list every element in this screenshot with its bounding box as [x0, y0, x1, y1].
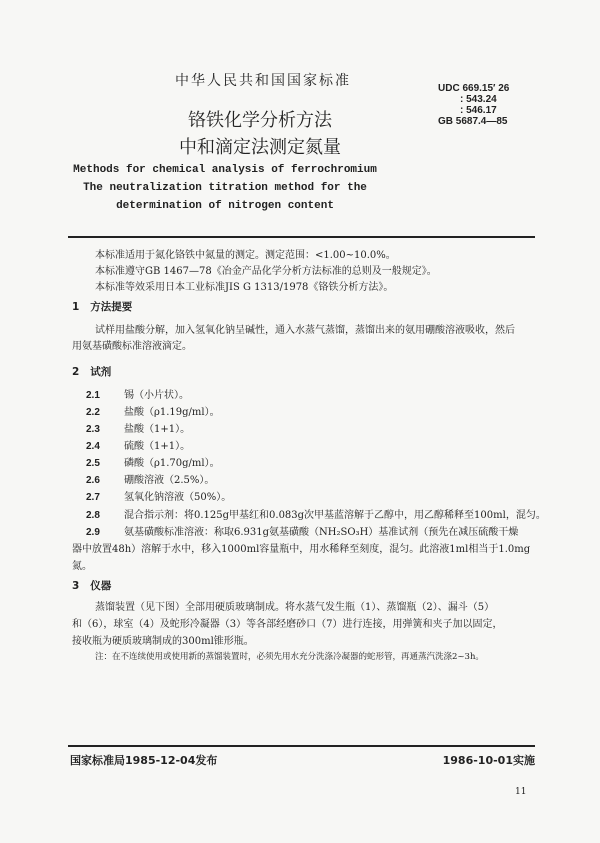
title-en-line: Methods for chemical analysis of ferrochromium	[73, 164, 377, 176]
title-zh-line2: 中和滴定法测定氮量	[179, 137, 341, 158]
reagent-text: 锡（小片状）。	[124, 390, 189, 401]
reagent-text: 氢氧化钠溶液（50%）。	[124, 492, 232, 503]
reagent-number: 2.6	[86, 475, 100, 486]
section-3-note: 注：在不连续使用或使用新的蒸馏装置时，必须先用水充分洗涤冷凝器的蛇形管，再通蒸汽洗涤2~3h。	[95, 652, 484, 662]
reagent-item	[86, 454, 220, 469]
reagent-number: 2.9	[86, 527, 100, 538]
reagent-item	[86, 471, 214, 486]
section-1-text: 用氨基磺酸标准溶液滴定。	[72, 341, 192, 352]
issue-date: 国家标准局1985-12-04发布	[70, 754, 218, 767]
reagent-text: 盐酸（ρ1.19g/ml）。	[124, 407, 220, 418]
title-en-line: The neutralization titration method for the	[83, 182, 367, 194]
reagent-number: 2.3	[86, 424, 100, 435]
reagent-item	[86, 386, 189, 401]
udc-line: UDC 669.15′ 26	[438, 83, 510, 94]
section-3-text: 接收瓶为硬质玻璃制成的300ml锥形瓶。	[72, 636, 254, 647]
reagent-text: 氨基磺酸标准溶液：称取6.931g氨基磺酸（NH₂SO₃H）基准试剂（预先在减压硫酸干燥	[124, 527, 519, 538]
reagent-item	[86, 523, 518, 538]
section-number: 3	[72, 580, 80, 592]
reagent-2-9-continuation: 氮。	[72, 561, 92, 572]
section-number: 1	[72, 301, 80, 313]
reagent-item	[86, 420, 190, 435]
header-rule	[68, 236, 535, 238]
title-zh-line1: 铬铁化学分析方法	[188, 110, 332, 131]
section-2-heading	[72, 364, 111, 379]
section-title: 仪器	[90, 580, 112, 592]
reagent-item	[86, 506, 546, 521]
reagent-number: 2.4	[86, 441, 100, 452]
reagent-text: 混合指示剂：将0.125g甲基红和0.083g次甲基蓝溶解于乙醇中，用乙醇稀释至100ml，混匀。	[124, 510, 546, 521]
reagent-number: 2.2	[86, 407, 100, 418]
intro-paragraph: 本标准适用于氮化铬铁中氮量的测定。测定范围：<1.00~10.0%。	[95, 250, 396, 261]
section-3-text: 蒸馏装置（见下图）全部用硬质玻璃制成。将水蒸气发生瓶（1）、蒸馏瓶（2）、漏斗（5）	[95, 602, 495, 613]
reagent-item	[86, 437, 190, 452]
udc-line: : 543.24	[460, 94, 497, 105]
section-1-heading	[72, 299, 132, 314]
section-number: 2	[72, 366, 80, 378]
issuer-heading: 中华人民共和国国家标准	[175, 73, 351, 89]
reagent-item	[86, 403, 220, 418]
reagent-text: 硼酸溶液（2.5%）。	[124, 475, 215, 486]
reagent-text: 磷酸（ρ1.70g/ml）。	[124, 458, 220, 469]
reagent-item	[86, 488, 231, 503]
title-en-line: determination of nitrogen content	[116, 200, 334, 212]
section-1-text: 试样用盐酸分解，加入氢氧化钠呈碱性，通入水蒸气蒸馏，蒸馏出来的氨用硼酸溶液吸收，然后	[95, 325, 515, 336]
reagent-text: 硫酸（1+1）。	[124, 441, 191, 452]
intro-paragraph: 本标准等效采用日本工业标准JIS G 1313/1978《铬铁分析方法》。	[95, 282, 394, 293]
reagent-number: 2.8	[86, 510, 100, 521]
footer-rule	[68, 745, 535, 747]
reagent-text: 盐酸（1+1）。	[124, 424, 191, 435]
section-title: 方法提要	[90, 301, 133, 313]
intro-paragraph: 本标准遵守GB 1467—78《冶金产品化学分析方法标准的总则及一般规定》。	[95, 266, 437, 277]
reagent-number: 2.1	[86, 390, 100, 401]
section-title: 试剂	[90, 366, 112, 378]
standard-number: GB 5687.4—85	[438, 116, 508, 127]
udc-line: : 546.17	[460, 105, 497, 116]
section-3-heading	[72, 578, 111, 593]
page-number: 11	[515, 787, 527, 797]
reagent-number: 2.5	[86, 458, 100, 469]
effective-date: 1986-10-01实施	[442, 754, 535, 767]
section-3-text: 和（6），球室（4）及蛇形冷凝器（3）等各部经磨砂口（7）进行连接，用弹簧和夹子加以固定，	[72, 619, 503, 630]
reagent-2-9-continuation: 器中放置48h）溶解于水中，移入1000ml容量瓶中，用水稀释至刻度，混匀。此溶液1ml相当于1.0mg	[72, 544, 531, 555]
reagent-number: 2.7	[86, 492, 100, 503]
